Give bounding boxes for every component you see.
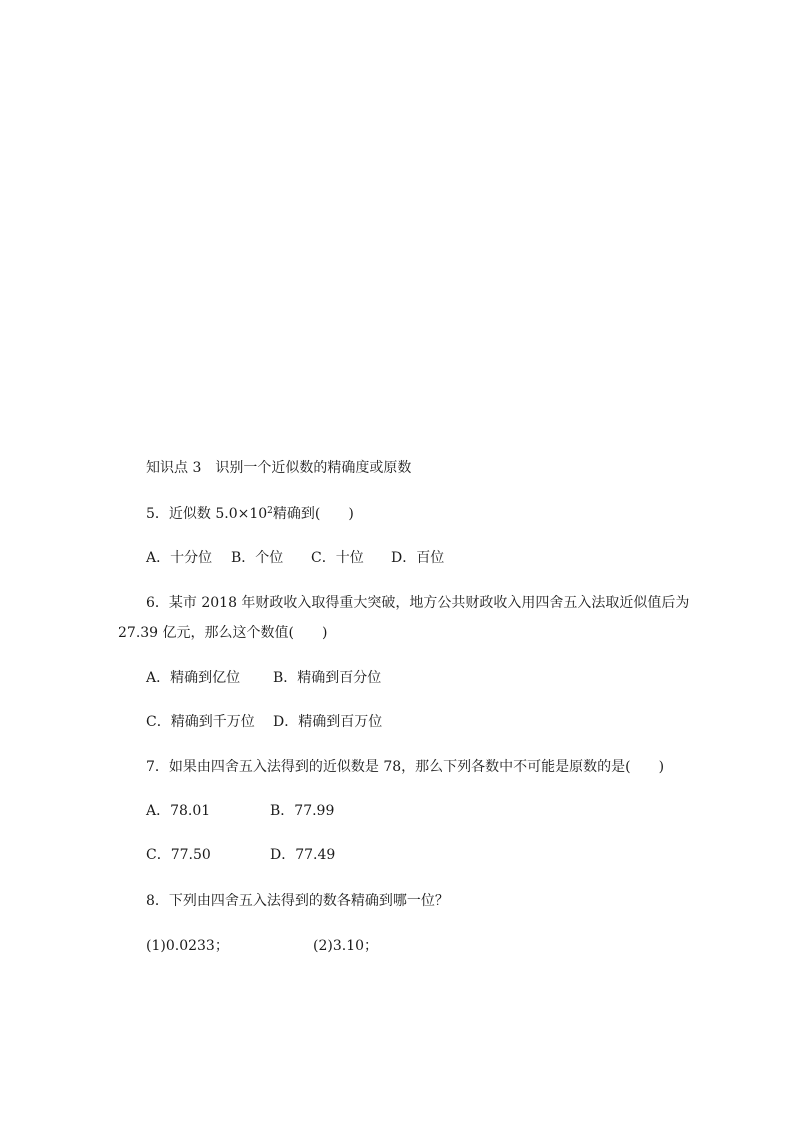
- question-5-exponent: 2: [267, 506, 273, 516]
- question-6-option-b[interactable]: B．精确到百分位: [273, 670, 382, 686]
- question-8: 8．下列由四舍五入法得到的数各精确到哪一位？: [146, 893, 449, 909]
- question-6-option-d[interactable]: D．精确到百万位: [273, 714, 383, 730]
- question-6-option-a[interactable]: A．精确到亿位: [146, 670, 241, 686]
- question-5-suffix: 精确到( ): [272, 506, 354, 522]
- question-7-option-a[interactable]: A．78.01: [146, 803, 211, 819]
- question-7-option-d[interactable]: D．77.49: [270, 847, 336, 863]
- question-6-option-c[interactable]: C．精确到千万位: [146, 714, 255, 730]
- question-6-line-2: 27.39 亿元，那么这个数值( ): [118, 625, 328, 641]
- question-7: 7．如果由四舍五入法得到的近似数是 78，那么下列各数中不可能是原数的是( ): [146, 759, 665, 775]
- question-5-option-c[interactable]: C．十位: [311, 550, 364, 566]
- question-7-option-b[interactable]: B．77.99: [270, 803, 335, 819]
- question-5-option-d[interactable]: D．百位: [391, 550, 445, 566]
- question-5-prefix: 5．近似数 5.0×10: [146, 506, 268, 522]
- question-7-option-c[interactable]: C．77.50: [146, 847, 211, 863]
- question-8-part-1: (1)0.0233；: [146, 938, 229, 954]
- question-5-option-a[interactable]: A．十分位: [146, 550, 213, 566]
- question-5: [146, 504, 354, 524]
- question-5-option-b[interactable]: B．个位: [231, 550, 284, 566]
- question-6-line-1: 6．某市 2018 年财政收入取得重大突破，地方公共财政收入用四舍五入法取近似值后为: [146, 595, 690, 611]
- question-8-part-2: (2)3.10；: [313, 938, 379, 954]
- section-title: 知识点 3 识别一个近似数的精确度或原数: [146, 460, 412, 476]
